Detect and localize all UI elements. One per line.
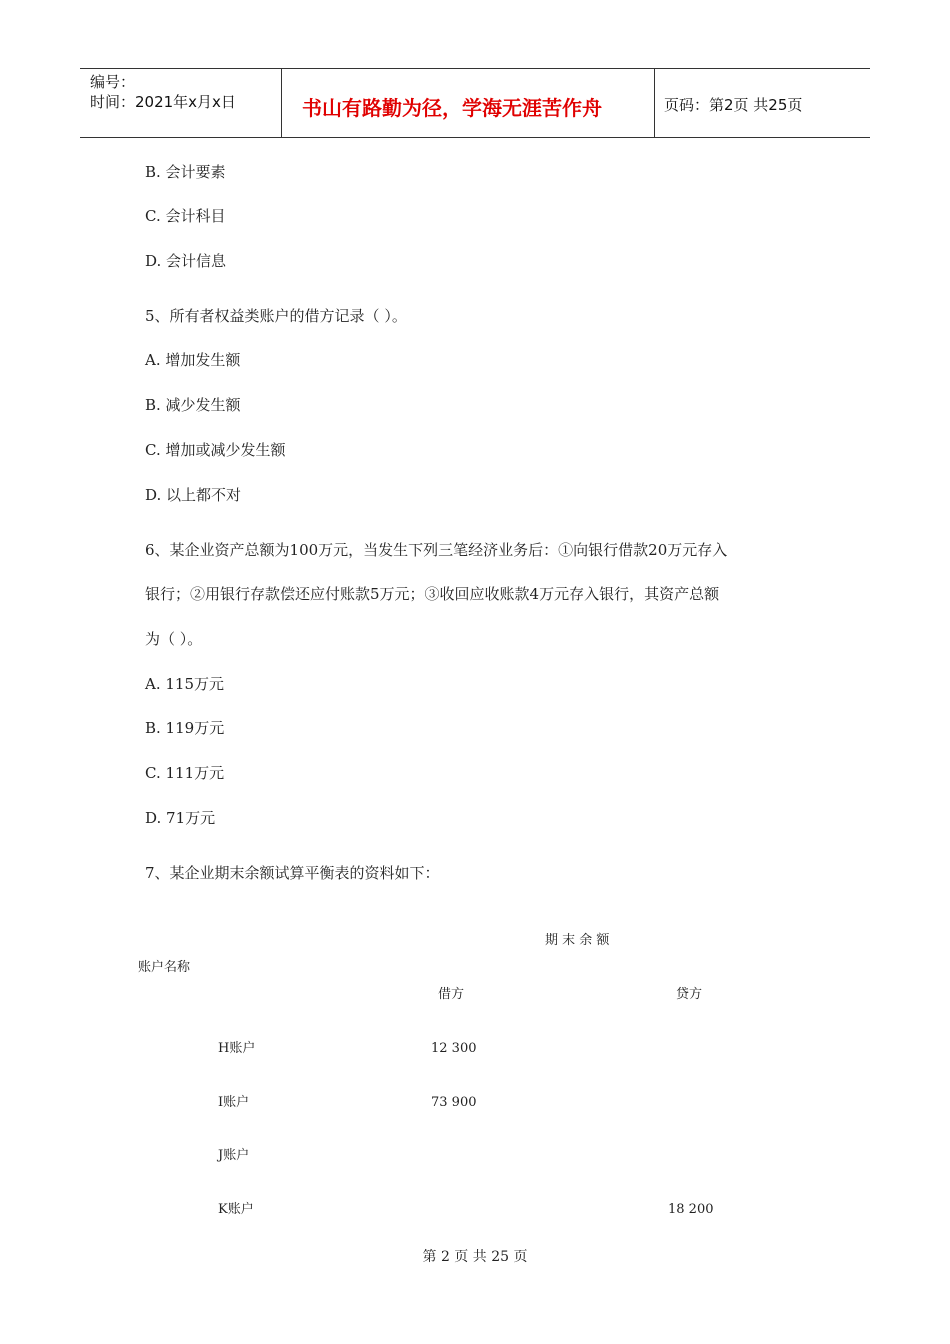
table-row-credit: 18 200 <box>668 1202 714 1217</box>
option-line: B. 会计要素 <box>145 163 226 181</box>
question-text: 7、某企业期末余额试算平衡表的资料如下： <box>145 864 440 882</box>
time-label: 时间：2021年x月x日 <box>90 93 236 111</box>
question-text: 为（ ）。 <box>145 630 203 648</box>
header-page-info: 页码：第2页 共25页 <box>664 96 803 114</box>
option-line: C. 增加或减少发生额 <box>145 441 286 459</box>
question-text: 6、某企业资产总额为100万元，当发生下列三笔经济业务后：①向银行借款20万元存入 <box>145 541 728 559</box>
table-col-debit: 借方 <box>438 987 465 1002</box>
table-row-debit: 73 900 <box>431 1095 477 1110</box>
option-line: B. 119万元 <box>145 719 225 737</box>
option-line: C. 会计科目 <box>145 207 226 225</box>
table-row-debit: 12 300 <box>431 1041 477 1056</box>
page-footer: 第 2 页 共 25 页 <box>422 1249 528 1265</box>
table-col-account: 账户名称 <box>138 960 191 975</box>
option-line: B. 减少发生额 <box>145 396 241 414</box>
table-row-account: H账户 <box>218 1041 256 1056</box>
page-header <box>80 68 870 138</box>
table-row-account: J账户 <box>218 1148 250 1163</box>
header-motto: 书山有路勤为径，学海无涯苦作舟 <box>302 96 602 120</box>
option-line: D. 会计信息 <box>145 252 227 270</box>
table-row-account: I账户 <box>218 1095 250 1110</box>
table-group-header: 期 末 余 额 <box>545 933 610 948</box>
question-text: 银行；②用银行存款偿还应付账款5万元；③收回应收账款4万元存入银行，其资产总额 <box>145 585 720 603</box>
option-line: A. 增加发生额 <box>145 351 241 369</box>
option-line: D. 以上都不对 <box>145 486 242 504</box>
header-divider-right <box>654 69 655 137</box>
option-line: A. 115万元 <box>145 675 224 693</box>
option-line: D. 71万元 <box>145 809 216 827</box>
question-text: 5、所有者权益类账户的借方记录（ ）。 <box>145 307 407 325</box>
code-label: 编号： <box>90 73 136 91</box>
option-line: C. 111万元 <box>145 764 225 782</box>
table-col-credit: 贷方 <box>676 987 703 1002</box>
table-row-account: K账户 <box>218 1202 254 1217</box>
header-divider-left <box>281 69 282 137</box>
